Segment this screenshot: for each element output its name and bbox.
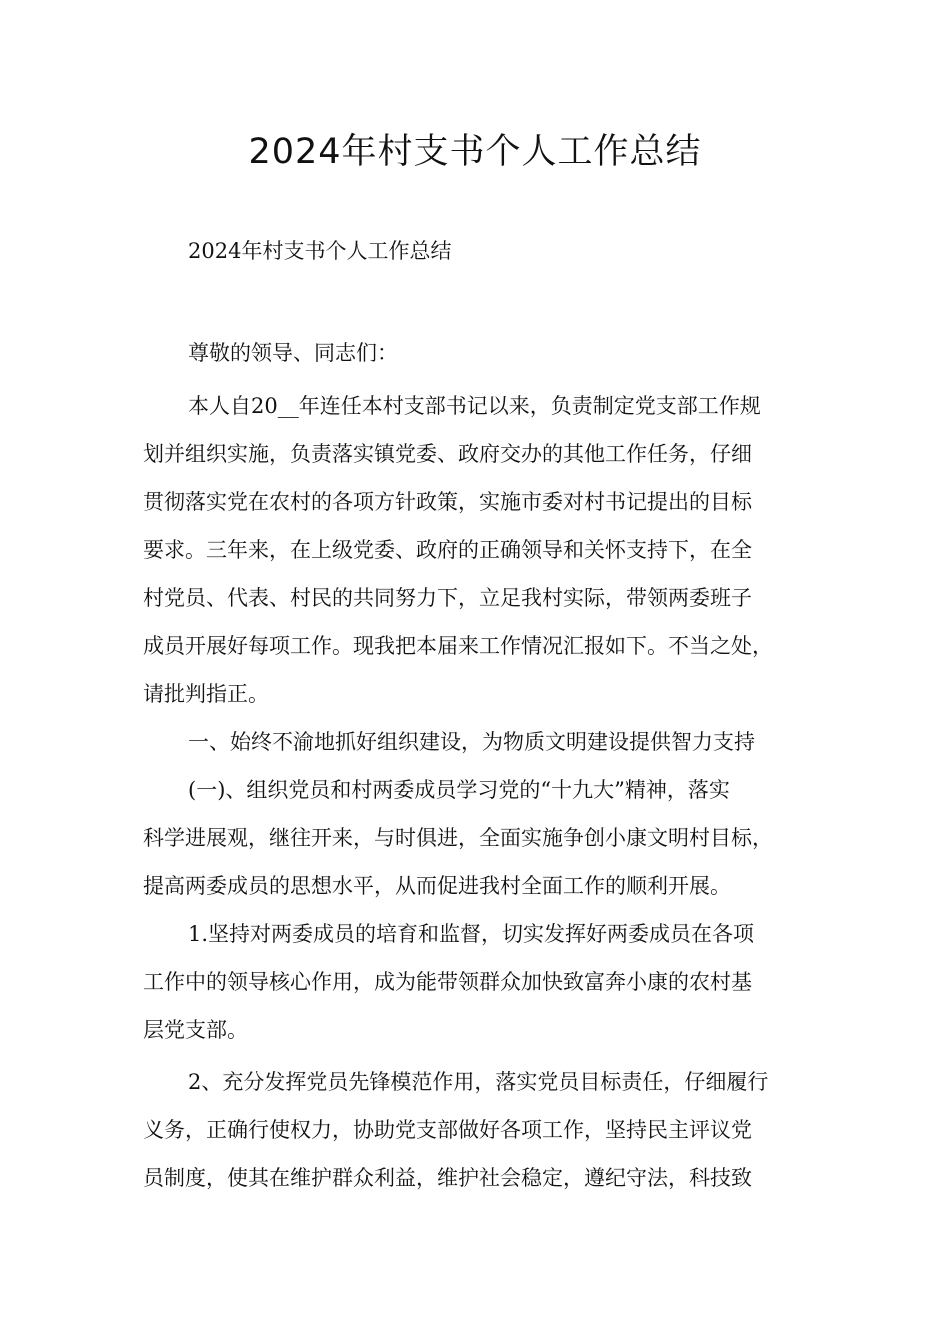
document-title: 2024年村支书个人工作总结	[248, 132, 702, 172]
text-line: 本人自20__年连任本村支部书记以来，负责制定党支部工作规	[188, 394, 761, 418]
document-subtitle: 2024年村支书个人工作总结	[188, 239, 452, 263]
text-line: 员制度，使其在维护群众利益，维护社会稳定，遵纪守法，科技致	[143, 1166, 752, 1190]
text-line: 义务，正确行使权力，协助党支部做好各项工作，坚持民主评议党	[143, 1118, 752, 1142]
paragraph-item-1	[143, 910, 823, 1054]
text-line: 层党支部。	[143, 1018, 248, 1042]
text-line: 请批判指正。	[143, 682, 269, 706]
text-line: (一)、组织党员和村两委成员学习党的“十九大”精神，落实	[188, 778, 730, 802]
paragraph-intro	[143, 382, 823, 718]
paragraph-subsection-1	[143, 766, 823, 910]
text-line: 工作中的领导核心作用，成为能带领群众加快致富奔小康的农村基	[143, 970, 752, 994]
paragraph-item-2	[143, 1058, 823, 1202]
text-line: 成员开展好每项工作。现我把本届来工作情况汇报如下。不当之处，	[143, 634, 773, 658]
section-heading-1	[143, 718, 823, 766]
text-line: 1.坚持对两委成员的培育和监督，切实发挥好两委成员在各项	[188, 922, 755, 946]
text-line: 2、充分发挥党员先锋模范作用，落实党员目标责任，仔细履行	[188, 1070, 769, 1094]
document-body	[143, 382, 823, 1202]
text-line: 一、始终不渝地抓好组织建设，为物质文明建设提供智力支持	[188, 730, 755, 754]
salutation: 尊敬的领导、同志们：	[188, 341, 398, 365]
text-line: 科学进展观，继往开来，与时俱进，全面实施争创小康文明村目标，	[143, 826, 773, 850]
text-line: 要求。三年来，在上级党委、政府的正确领导和关怀支持下，在全	[143, 538, 752, 562]
text-line: 提高两委成员的思想水平，从而促进我村全面工作的顺利开展。	[143, 874, 731, 898]
text-line: 村党员、代表、村民的共同努力下，立足我村实际，带领两委班子	[143, 586, 752, 610]
text-line: 划并组织实施，负责落实镇党委、政府交办的其他工作任务，仔细	[143, 442, 752, 466]
text-line: 贯彻落实党在农村的各项方针政策，实施市委对村书记提出的目标	[143, 490, 752, 514]
